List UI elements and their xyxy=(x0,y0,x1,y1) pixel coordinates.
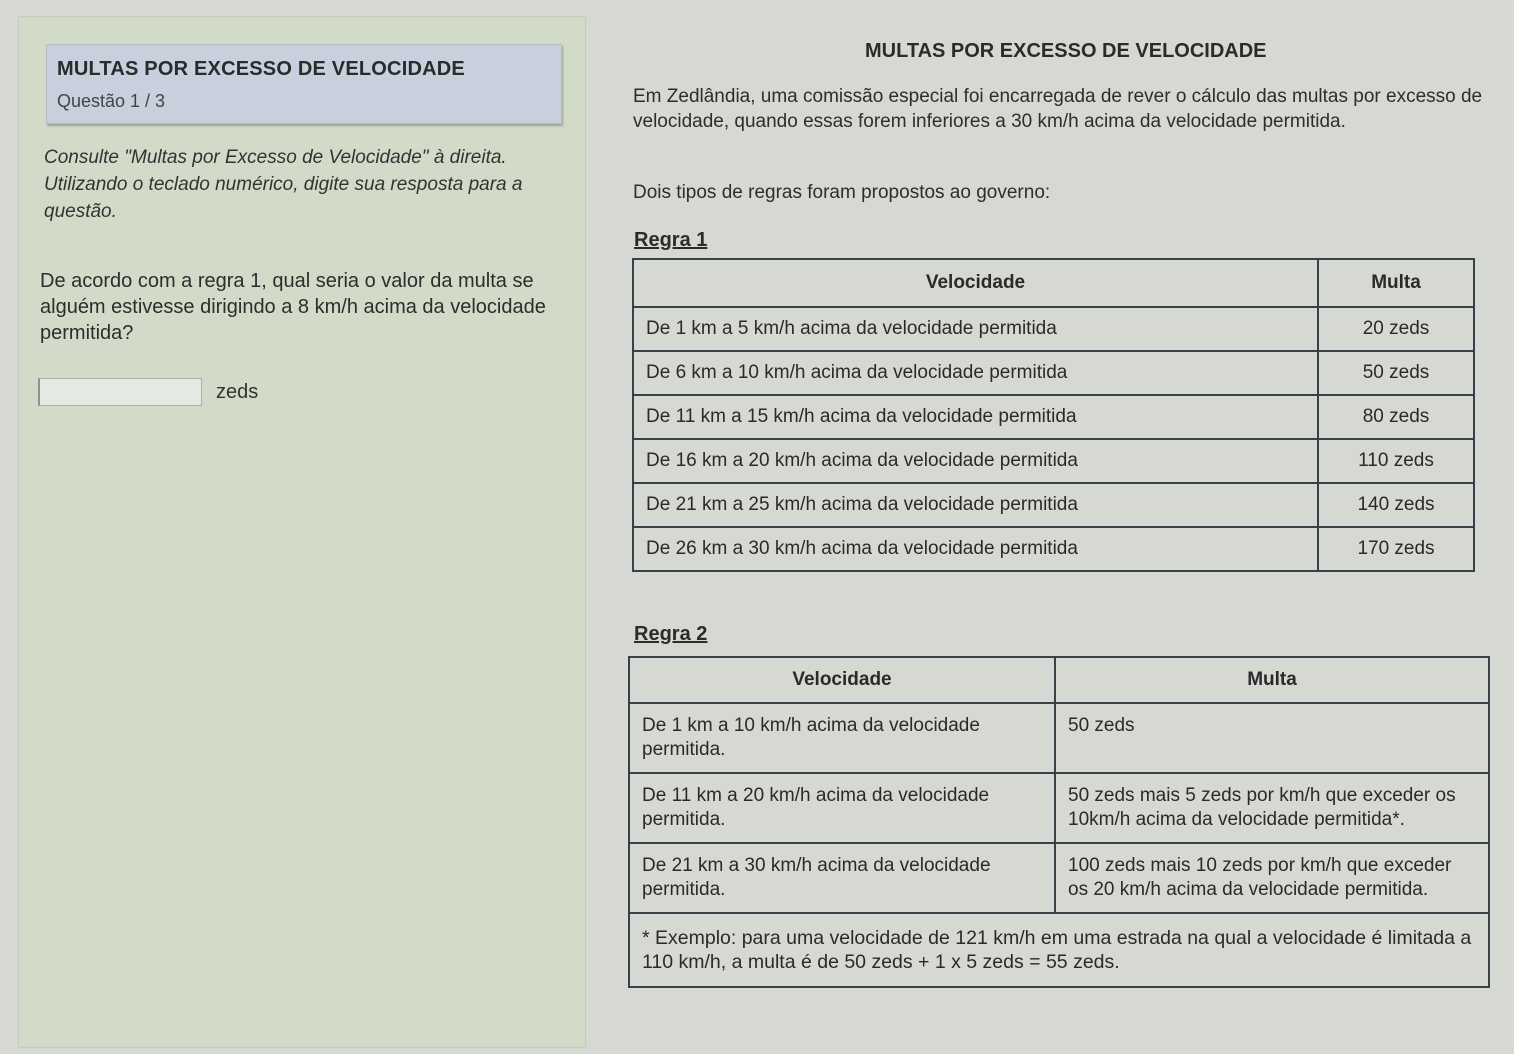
speed-cell: De 11 km a 20 km/h acima da velocidade permitida. xyxy=(629,773,1055,843)
table-header-row xyxy=(629,657,1489,703)
fine-cell: 140 zeds xyxy=(1318,483,1474,527)
question-text: De acordo com a regra 1, qual seria o valor da multa se alguém estivesse dirigindo a 8 km/h acima da velocidade permitida? xyxy=(40,270,546,344)
fine-cell: 100 zeds mais 10 zeds por km/h que exceder os 20 km/h acima da velocidade permitida. xyxy=(1055,843,1489,913)
fine-cell: 50 zeds xyxy=(1055,703,1489,773)
speed-cell: De 1 km a 5 km/h acima da velocidade permitida xyxy=(633,307,1318,351)
speed-cell: De 21 km a 30 km/h acima da velocidade permitida. xyxy=(629,843,1055,913)
rule1-table xyxy=(632,258,1475,572)
stimulus-panel xyxy=(600,0,1500,1054)
table-row xyxy=(629,773,1489,843)
table-row xyxy=(633,527,1474,571)
table-note-row xyxy=(629,913,1489,987)
intro-text: Em Zedlândia, uma comissão especial foi encarregada de rever o cálculo das multas por excesso de velocidade, quando essas forem inferiores a 30 km/h acima da velocidade permitida. xyxy=(633,86,1483,132)
table-row xyxy=(629,843,1489,913)
table-row xyxy=(633,395,1474,439)
table-row xyxy=(633,351,1474,395)
answer-unit: zeds xyxy=(216,380,259,403)
instructions-text: Consulte "Multas por Excesso de Velocidade" à direita. Utilizando o teclado numérico, digite sua resposta para a questão. xyxy=(44,147,523,222)
rule2-heading: Regra 2 xyxy=(634,623,708,645)
intro-text-2: Dois tipos de regras foram propostos ao governo: xyxy=(633,182,1051,203)
answer-input[interactable] xyxy=(38,378,202,406)
rule1-heading: Regra 1 xyxy=(634,229,708,251)
speed-cell: De 21 km a 25 km/h acima da velocidade permitida xyxy=(633,483,1318,527)
table-row xyxy=(633,483,1474,527)
table-header-row xyxy=(633,259,1474,307)
speed-cell: De 6 km a 10 km/h acima da velocidade permitida xyxy=(633,351,1318,395)
table-row xyxy=(633,439,1474,483)
fine-cell: 50 zeds xyxy=(1318,351,1474,395)
fine-cell: 20 zeds xyxy=(1318,307,1474,351)
question-counter: Questão 1 / 3 xyxy=(57,91,166,111)
speed-cell: De 26 km a 30 km/h acima da velocidade permitida xyxy=(633,527,1318,571)
rule2-table xyxy=(628,656,1490,988)
speed-cell: De 1 km a 10 km/h acima da velocidade permitida. xyxy=(629,703,1055,773)
answer-row xyxy=(38,378,258,406)
col-speed-header: Velocidade xyxy=(629,657,1055,703)
fine-cell: 50 zeds mais 5 zeds por km/h que exceder os 10km/h acima da velocidade permitida*. xyxy=(1055,773,1489,843)
fine-cell: 80 zeds xyxy=(1318,395,1474,439)
fine-cell: 110 zeds xyxy=(1318,439,1474,483)
header-title: MULTAS POR EXCESSO DE VELOCIDADE xyxy=(57,58,465,80)
col-fine-header: Multa xyxy=(1318,259,1474,307)
example-note: * Exemplo: para uma velocidade de 121 km/h em uma estrada na qual a velocidade é limitada a 110 km/h, a multa é de 50 zeds + 1 x 5 zeds = 55 zeds. xyxy=(629,913,1489,987)
question-header xyxy=(46,44,562,124)
table-row xyxy=(633,307,1474,351)
col-fine-header: Multa xyxy=(1055,657,1489,703)
table-row xyxy=(629,703,1489,773)
speed-cell: De 11 km a 15 km/h acima da velocidade permitida xyxy=(633,395,1318,439)
stimulus-title: MULTAS POR EXCESSO DE VELOCIDADE xyxy=(865,40,1267,62)
speed-cell: De 16 km a 20 km/h acima da velocidade permitida xyxy=(633,439,1318,483)
fine-cell: 170 zeds xyxy=(1318,527,1474,571)
col-speed-header: Velocidade xyxy=(633,259,1318,307)
